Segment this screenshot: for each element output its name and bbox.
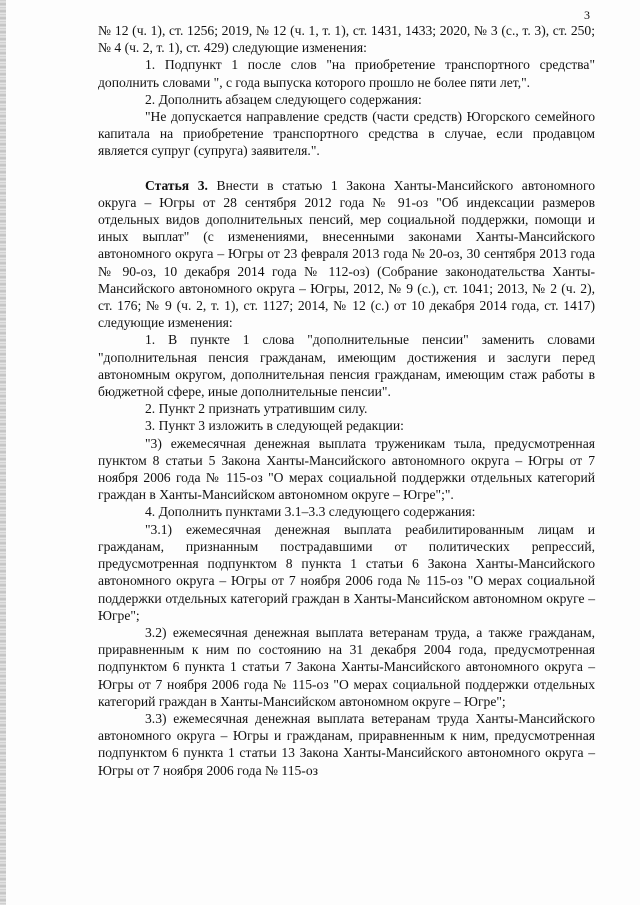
document-body xyxy=(98,22,595,779)
page-number: 3 xyxy=(584,8,590,22)
article-3-text: Внести в статью 1 Закона Ханты-Мансийского автономного округа – Югры от 28 сентября 2012 года № 91-оз "Об индексации размеров отдельных видов дополнительных пенсий, мер социальной поддержки, помощи и иных выплат" (с изменениями, внесенными законами Ханты-Мансийского автономного округа – Югры от 23 февраля 2013 года № 20-оз, 30 сентября 2013 года № 90-оз, 10 декабря 2014 года № 112-оз) (Собрание законодательства Ханты-Мансийского автономного округа – Югры, 2012, № 9 (с.), ст. 1041; 2013, № 2 (ч. 2), ст. 176; № 9 (ч. 2, т. 1), ст. 1127; 2014, № 12 (с.) от 10 декабря 2014 года, ст. 1417) следующие изменения: xyxy=(98,177,595,331)
article-3-item-3: 3. Пункт 3 изложить в следующей редакции: xyxy=(145,418,404,434)
article-3-heading: Статья 3. xyxy=(145,177,208,193)
article-3-item-3-3: 3.3) ежемесячная денежная выплата ветеранам труда Ханты-Мансийского автономного округа – Югры и гражданам, приравненным к ним, предусмотренная подпунктом 6 пункта 1 статьи 13 Закона Ханты-Мансийского автономного округа – Югры от 7 ноября 2006 года № 115-оз xyxy=(98,710,595,778)
article-3-item-2: 2. Пункт 2 признать утратившим силу. xyxy=(145,401,368,417)
paragraph-continuation: № 12 (ч. 1), ст. 1256; 2019, № 12 (ч. 1, т. 1), ст. 1431, 1433; 2020, № 3 (с., т. 3), ст. 250; № 4 (ч. 2, т. 1), ст. 429) следующие изменения: xyxy=(98,23,595,56)
article-3-item-1: 1. В пункте 1 слова "дополнительные пенсии" заменить словами "дополнительная пенсия гражданам, имеющим достижения и заслуги перед автономным округом, дополнительная пенсия гражданам, имеющим стаж работы в бюджетной сфере, иные дополнительные пенсии". xyxy=(98,332,595,400)
paragraph-gap xyxy=(98,160,595,177)
article-3-item-4: 4. Дополнить пунктами 3.1–3.3 следующего содержания: xyxy=(145,504,476,520)
paragraph-item-2: 2. Дополнить абзацем следующего содержания: xyxy=(145,91,422,107)
paragraph-quote: "Не допускается направление средств (части средств) Югорского семейного капитала на приобретение транспортного средства в случае, если продавцом является супруг (супруга) заявителя.". xyxy=(98,109,595,159)
article-3-item-3-2: 3.2) ежемесячная денежная выплата ветеранам труда, а также гражданам, приравненным к ним по состоянию на 31 декабря 2004 года, предусмотренная подпунктом 6 пункта 1 статьи 7 Закона Ханты-Мансийского автономного округа – Югры от 7 ноября 2006 года № 115-оз "О мерах социальной поддержки отдельных категорий граждан в Ханты-Мансийском автономном округе – Югре"; xyxy=(98,624,595,709)
paragraph-item-1: 1. Подпункт 1 после слов "на приобретение транспортного средства" дополнить словами ", с года выпуска которого прошло не более пяти лет,". xyxy=(98,57,595,90)
article-3-item-3-text: "3) ежемесячная денежная выплата труженикам тыла, предусмотренная пунктом 8 статьи 5 Закона Ханты-Мансийского автономного округа – Югры от 7 ноября 2006 года № 115-оз "О мерах социальной поддержки отдельных категорий граждан в Ханты-Мансийском автономном округе – Югре";". xyxy=(98,435,595,503)
scan-edge xyxy=(0,0,6,905)
article-3-item-3-1: "3.1) ежемесячная денежная выплата реабилитированным лицам и гражданам, признанным пострадавшими от политических репрессий, предусмотренная подпунктом 8 пункта 1 статьи 6 Закона Ханты-Мансийского автономного округа – Югры от 7 ноября 2006 года № 115-оз "О мерах социальной поддержки отдельных категорий граждан в Ханты-Мансийском автономном округе – Югре"; xyxy=(98,521,595,623)
article-3-paragraph xyxy=(98,177,595,332)
